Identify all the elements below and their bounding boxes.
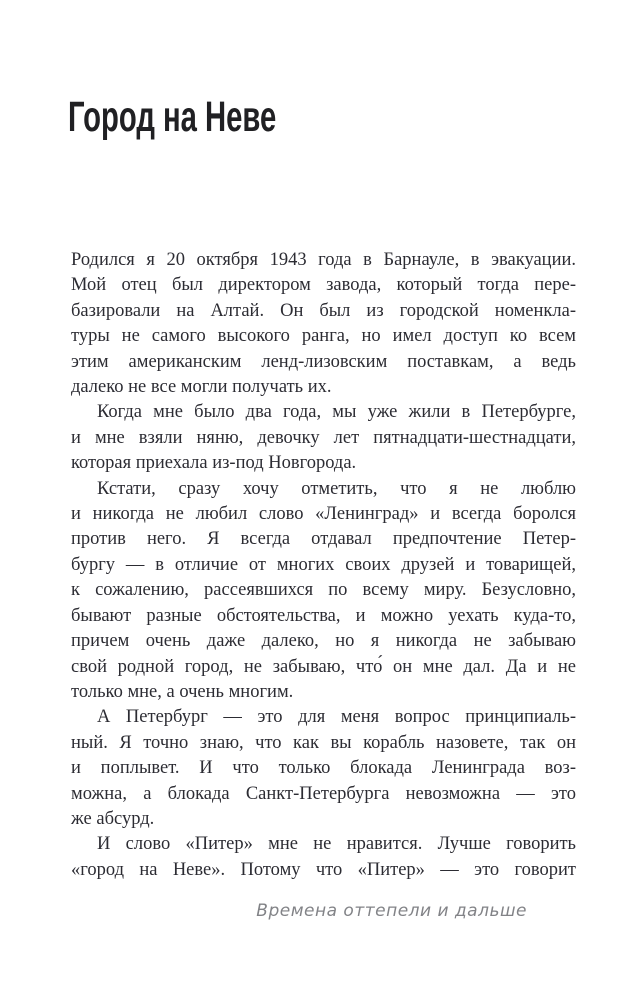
text-line: Мой отец был директором завода, который тогда пере- bbox=[71, 275, 576, 296]
text-line: только мне, а очень многим. bbox=[71, 681, 294, 702]
text-line: и поплывет. И что только блокада Ленинграда воз- bbox=[71, 758, 576, 779]
text-line: которая приехала из-под Новгорода. bbox=[71, 453, 357, 474]
text-line: бургу — в отличие от многих своих друзей и товарищей, bbox=[71, 554, 576, 575]
text-line: Когда мне было два года, мы уже жили в Петербурге, bbox=[97, 402, 576, 423]
text-line: ный. Я точно знаю, что как вы корабль назовете, так он bbox=[71, 732, 576, 753]
paragraph bbox=[71, 705, 576, 832]
text-line: Родился я 20 октября 1943 года в Барнауле, в эвакуации. bbox=[71, 250, 576, 270]
text-line: базировали на Алтай. Он был из городской номенкла- bbox=[71, 300, 576, 321]
body-text bbox=[71, 248, 576, 883]
text-line: далеко не все могли получать их. bbox=[71, 377, 332, 398]
text-line: туры не самого высокого ранга, но имел доступ ко всем bbox=[71, 326, 576, 347]
text-line: «город на Неве». Потому что «Питер» — это говорит bbox=[71, 859, 576, 880]
text-line: можна, а блокада Санкт-Петербурга невозможна — это bbox=[71, 783, 576, 804]
text-line: к сожалению, рассеявшихся по всему миру. Безусловно, bbox=[71, 580, 576, 601]
text-line: причем очень даже далеко, но я никогда не забываю bbox=[71, 631, 576, 652]
text-line: А Петербург — это для меня вопрос принципиаль- bbox=[97, 707, 576, 728]
running-footer: Времена оттепели и дальше bbox=[256, 901, 527, 921]
paragraph bbox=[71, 477, 576, 706]
text-line: бывают разные обстоятельства, и можно уехать куда-то, bbox=[71, 605, 576, 626]
text-line: этим американским ленд-лизовским поставкам, а ведь bbox=[71, 351, 576, 372]
paragraph bbox=[71, 248, 576, 400]
chapter-title: Город на Неве bbox=[68, 93, 277, 141]
text-line: и никогда не любил слово «Ленинград» и всегда боролся bbox=[71, 504, 576, 525]
text-line: И слово «Питер» мне не нравится. Лучше говорить bbox=[97, 834, 576, 855]
text-line: же абсурд. bbox=[71, 808, 155, 829]
text-line: свой родной город, не забываю, что́ он мне дал. Да и не bbox=[71, 656, 576, 677]
paragraph bbox=[71, 400, 576, 476]
paragraph bbox=[71, 832, 576, 883]
text-line: и мне взяли няню, девочку лет пятнадцати-шестнадцати, bbox=[71, 427, 576, 448]
text-line: против него. Я всегда отдавал предпочтение Петер- bbox=[71, 529, 576, 550]
text-line: Кстати, сразу хочу отметить, что я не люблю bbox=[97, 478, 576, 499]
